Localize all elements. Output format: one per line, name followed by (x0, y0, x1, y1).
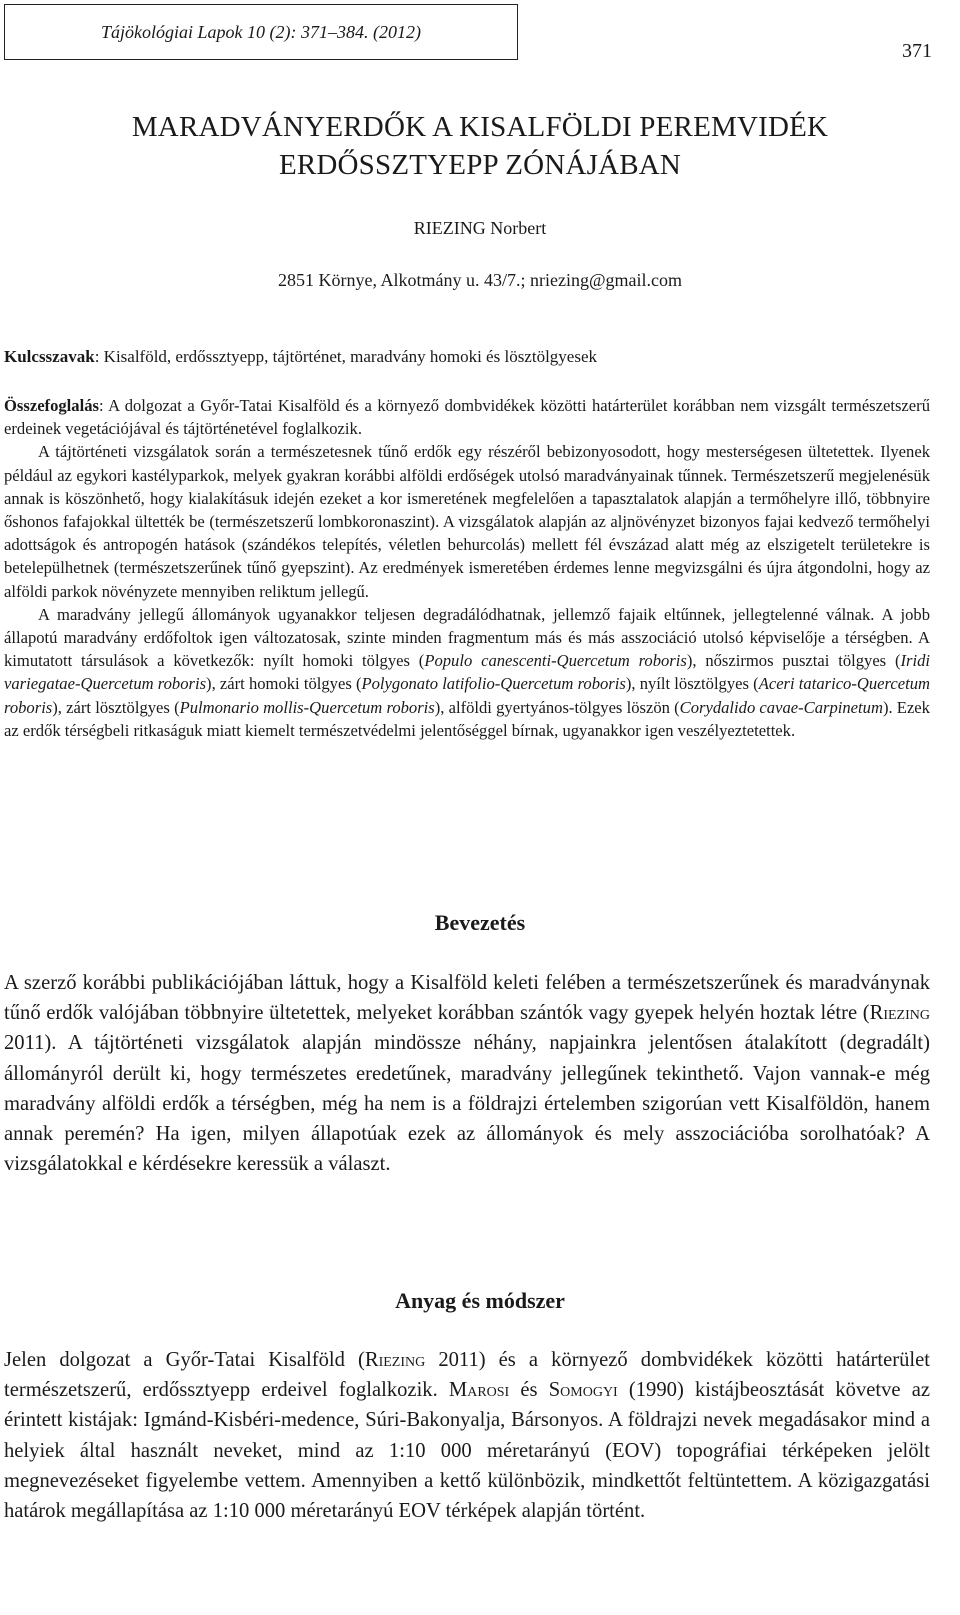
abstract-text: A maradvány jellegű állományok ugyanakkor teljesen degradálódhatnak, jellemző fajaik eltűnnek, jellegtelenné válnak. A jobb állapotú maradvány erdőfoltok igen változatosak, szinte minden fragmentum más és más asszociáció utolsó képviselője a térségben. A kimutatott társulások a következők: nyílt homoki tölgyes ( (4, 604, 930, 671)
body-text: Jelen dolgozat a Győr-Tatai Kisalföld ( (4, 1349, 365, 1371)
paper-title (0, 108, 960, 184)
title-line-2: ERDŐSSZTYEPP ZÓNÁJÁBAN (278, 149, 682, 181)
abstract (4, 394, 930, 742)
body-text: 2011). A tájtörténeti vizsgálatok alapján mindössze néhány, napjainkra jelentősen átalakított (degradált) állományról derült ki, hogy természetes eredetűnek, maradvány jellegűnek tekinthető. Vajon vannak-e még maradvány alföldi erdők a térségben, még ha nem is a földrajzi értelemben szigorúan vett Kisalföldön, hanem annak peremén? Ha igen, milyen állapotúak ezek az állományok és mely asszociációba sorolhatóak? A vizsgálatokkal e kérdésekre keressük a választ. (4, 1032, 930, 1176)
keywords (4, 345, 930, 369)
journal-citation-box (4, 4, 518, 60)
citation-author: Marosi (448, 1379, 510, 1402)
section-heading-methods: Anyag és módszer (395, 1288, 565, 1313)
abstract-text: ), nyílt lösztölgyes ( (625, 674, 759, 694)
species-name: Aceri tatarico-Quercetum roboris (4, 674, 930, 717)
abstract-text: ). Ezek az erdők térségbeli ritkaságuk miatt kiemelt természetvédelmi jelentőséggel bírnak, ugyanakkor igen veszélyeztetettek. (4, 697, 930, 740)
journal-citation: Tájökológiai Lapok 10 (2): 371–384. (2012) (101, 22, 421, 42)
body-text: A szerző korábbi publikációjában láttuk, hogy a Kisalföld keleti felében a természetszerűnek és maradványnak tűnő erdők valójában többnyire ültetettek, melyeket korábban szántók vagy gyepek helyén hoztak létre ( (4, 972, 930, 1025)
abstract-text: ), alföldi gyertyános-tölgyes löszön ( (434, 697, 680, 717)
keywords-text: : Kisalföld, erdőssztyepp, tájtörténet, maradvány homoki és lösztölgyesek (94, 347, 598, 366)
species-name: Populo canescenti-Quercetum roboris (424, 651, 687, 671)
body-text: 2011) és a környező dombvidékek közötti határterület természetszerű, erdőssztyepp erdeivel foglalkozik. (4, 1349, 930, 1402)
abstract-text: ), nőszirmos pusztai tölgyes ( (686, 651, 901, 671)
species-name: Pulmonario mollis-Quercetum roboris (179, 697, 435, 717)
author: RIEZING Norbert (413, 218, 547, 238)
methods-paragraph (4, 1345, 930, 1526)
citation-author: Riezing (869, 1002, 930, 1025)
section-heading-introduction: Bevezetés (434, 910, 526, 935)
body-text: és (509, 1379, 549, 1402)
introduction-paragraph (4, 968, 930, 1179)
species-name: Iridi variegatae-Quercetum roboris (4, 651, 931, 694)
author-address: 2851 Környe, Alkotmány u. 43/7.; nriezing@gmail.com (277, 270, 682, 290)
abstract-label: Összefoglalás (4, 396, 99, 415)
abstract-paragraph-3 (4, 603, 930, 742)
abstract-text: A tájtörténeti vizsgálatok során a természetesnek tűnő erdők egy részéről bebizonyosodott, hogy mesterségesen ültetettek. Ilyenek például az egykori kastélyparkok, melyek gyakran korábbi alföldi erdőségek utolsó maradványainak tűnnek. Természetszerű megjelenésük annak is köszönhető, hogy kialakításuk idején ezeket a kor ismeretének megfelelően a tapasztalatok alapján a termőhelyre illő, többnyire őshonos fafajokkal ültették be (természetszerű lombkoronaszint). A vizsgálatok alapján az aljnövényzet bizonyos fajai kedvező termőhelyi adottságok és antropogén hatások (szándékos telepítés, véletlen behurcolás) mellett fél évszázad alatt még az elszigetelt területekre is betelepülhetnek (természetszerűnek tűnő gyepszint). Az eredmények ismeretében érdemes lenne megvizsgálni és újra átgondolni, hogy az alföldi parkok növényzete mennyiben reliktum jellegű. (4, 442, 930, 601)
abstract-text: ), zárt lösztölgyes ( (52, 697, 180, 717)
keywords-label: Kulcsszavak (4, 347, 95, 366)
title-line-1: MARADVÁNYERDŐK A KISALFÖLDI PEREMVIDÉK (131, 111, 829, 143)
species-name: Polygonato latifolio-Quercetum roboris (361, 674, 626, 694)
species-name: Corydalido cavae-Carpinetum (679, 697, 883, 717)
abstract-text: ), zárt homoki tölgyes ( (206, 674, 362, 694)
citation-author: Somogyi (548, 1379, 618, 1402)
abstract-text: : A dolgozat a Győr-Tatai Kisalföld és a környező dombvidékek közötti határterület korábban nem vizsgált természetszerű erdeinek vegetációjával és tájtörténetével foglalkozik. (4, 396, 930, 439)
abstract-paragraph-1 (4, 394, 930, 440)
body-text: (1990) kistájbeosztását követve az érintett kistájak: Igmánd-Kisbéri-medence, Súri-Bakonyalja, Bársonyos. A földrajzi nevek megadásakor mind a helyiek által használt neveket, mind az 1:10 000 méretarányú (EOV) topográfiai térképeken jelölt megnevezéseket figyelembe vettem. Amennyiben a kettő különbözik, mindkettőt feltüntettem. A közigazgatási határok megállapítása az 1:10 000 méretarányú EOV térképek alapján történt. (4, 1379, 930, 1523)
citation-author: Riezing (364, 1349, 426, 1371)
abstract-paragraph-2 (4, 440, 930, 602)
page-number: 371 (902, 40, 932, 62)
